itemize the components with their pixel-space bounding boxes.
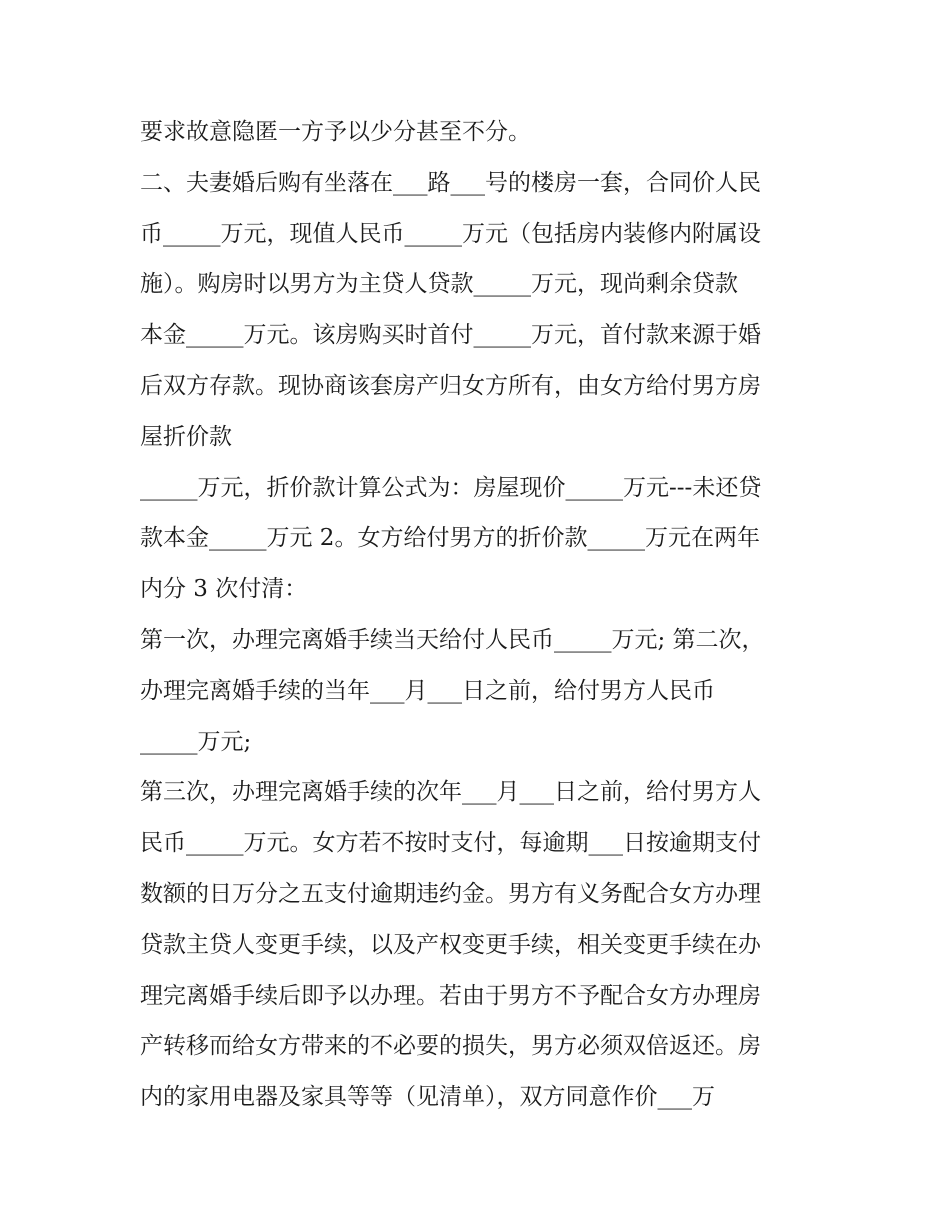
text-line: _____万元，折价款计算公式为：房屋现价_____万元---未还贷 xyxy=(140,474,762,501)
text-line: 第一次，办理完离婚手续当天给付人民币_____万元; 第二次， xyxy=(140,626,765,653)
text-line: 后双方存款。现协商该套房产归女方所有，由女方给付男方房 xyxy=(140,372,761,399)
document-body xyxy=(140,107,820,1123)
text-line: 第三次，办理完离婚手续的次年___月___日之前，给付男方人 xyxy=(140,779,761,806)
text-line: 贷款主贷人变更手续，以及产权变更手续，相关变更手续在办 xyxy=(140,931,761,958)
text-line: 币_____万元，现值人民币_____万元（包括房内装修内附属设 xyxy=(140,220,761,247)
text-line: 要求故意隐匿一方予以少分甚至不分。 xyxy=(140,119,531,145)
text-line: 数额的日万分之五支付逾期违约金。男方有义务配合女方办理 xyxy=(140,880,761,907)
text-line: 施）。购房时以男方为主贷人贷款_____万元，现尚剩余贷款 xyxy=(140,271,738,298)
text-line: 产转移而给女方带来的不必要的损失，男方必须双倍返还。房 xyxy=(140,1033,761,1060)
text-line: 民币_____万元。女方若不按时支付，每逾期___日按逾期支付 xyxy=(140,830,761,857)
text-line: 二、夫妻婚后购有坐落在___路___号的楼房一套，合同价人民 xyxy=(140,169,761,196)
text-line: 款本金_____万元 2。女方给付男方的折价款_____万元在两年 xyxy=(140,525,760,552)
text-line: 内分 3 次付清： xyxy=(140,576,308,603)
text-line: 内的家用电器及家具等等（见清单），双方同意作价___万 xyxy=(140,1084,715,1111)
text-line: 理完离婚手续后即予以办理。若由于男方不予配合女方办理房 xyxy=(140,982,761,1009)
text-line: 办理完离婚手续的当年___月___日之前，给付男方人民币 xyxy=(140,677,715,704)
text-line: _____万元; xyxy=(140,728,252,755)
text-line: 本金_____万元。该房购买时首付_____万元，首付款来源于婚 xyxy=(140,322,761,349)
text-line: 屋折价款 xyxy=(140,423,232,450)
